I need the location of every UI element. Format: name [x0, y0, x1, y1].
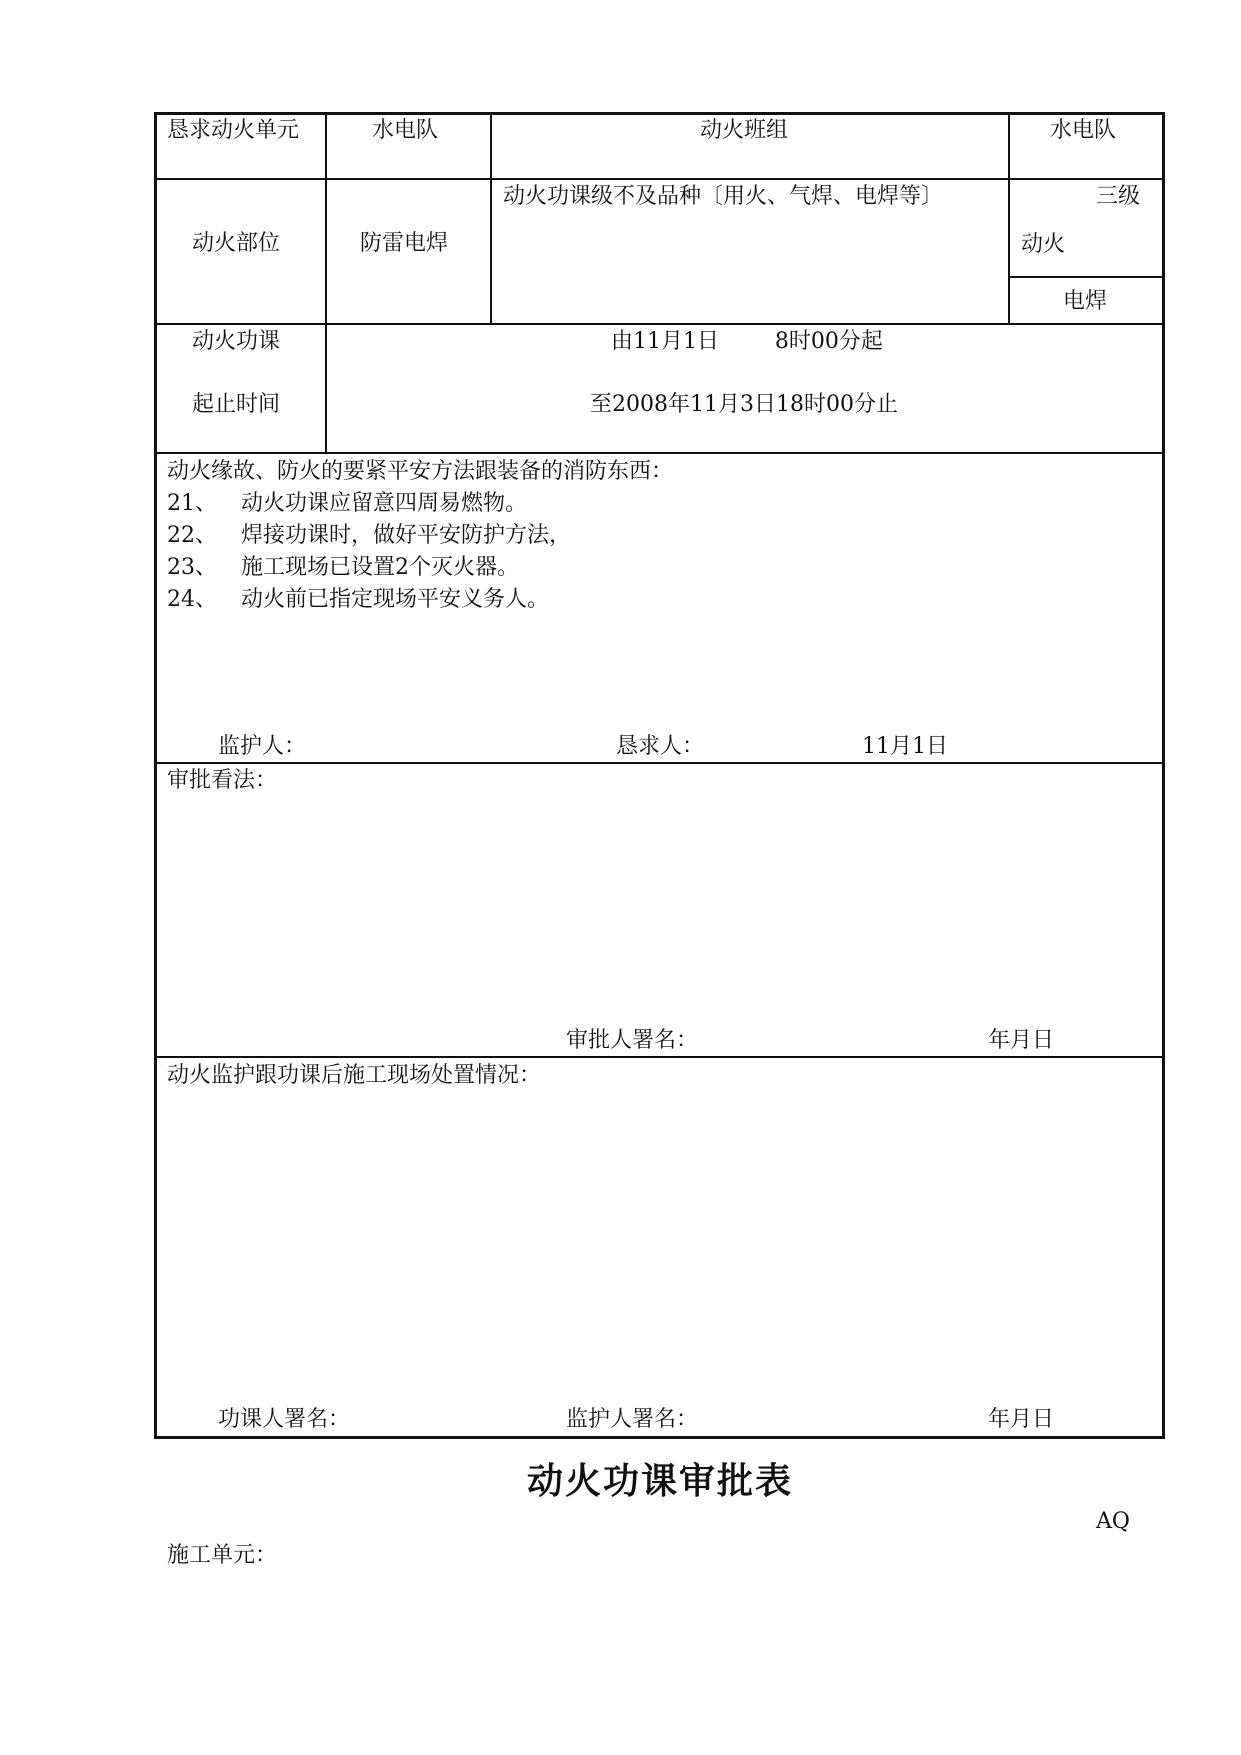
location-value: 防雷电焊 — [360, 231, 449, 256]
column-divider — [325, 112, 327, 453]
guardian-sign-label: 监护人署名： — [566, 1407, 699, 1432]
row-divider — [154, 323, 1164, 325]
team-value: 水电队 — [1050, 118, 1117, 143]
measure-item-number: 21、 — [167, 491, 217, 516]
level-value-line1: 三级 — [1096, 184, 1141, 209]
table-left-border — [154, 112, 157, 1439]
aftercheck-heading: 动火监护跟功课后施工现场处置情况： — [167, 1063, 542, 1088]
column-divider — [490, 112, 492, 324]
applicant-label: 恳求人： — [616, 734, 705, 759]
row-divider — [154, 452, 1164, 454]
document-code: AQ — [1096, 1509, 1130, 1534]
guardian-label: 监护人： — [218, 734, 307, 759]
measure-item-number: 23、 — [167, 555, 217, 580]
table-top-border — [154, 112, 1165, 115]
row-divider — [1009, 276, 1164, 278]
time-label-line1: 动火功课 — [192, 329, 281, 354]
measure-item-text: 焊接功课时，做好平安防护方法， — [241, 523, 572, 548]
measure-item-number: 24、 — [167, 587, 217, 612]
approver-sign-label: 审批人署名： — [566, 1028, 699, 1053]
row-divider — [154, 178, 1164, 180]
document-title: 动火功课审批表 — [526, 1461, 793, 1502]
level-type-label: 动火功课级不及品种〔用火、气焊、电焊等〕 — [503, 184, 944, 209]
measure-item-text: 动火前已指定现场平安义务人。 — [241, 587, 550, 612]
final-date-label: 年月日 — [988, 1407, 1055, 1432]
table-right-border — [1162, 112, 1165, 1439]
applicant-unit-label: 恳求动火单元 — [167, 118, 300, 143]
construction-unit-label: 施工单元： — [167, 1543, 278, 1568]
type-value: 电焊 — [1063, 289, 1108, 314]
reasons-heading: 动火缘故、防火的要紧平安方法跟装备的消防东西： — [167, 459, 674, 484]
row-divider — [154, 1056, 1164, 1058]
table-bottom-border — [154, 1436, 1165, 1439]
time-end: 至2008年11月3日18时00分止 — [590, 392, 898, 417]
measure-item-text: 施工现场已设置2个灭火器。 — [241, 555, 519, 580]
approval-date-label: 年月日 — [988, 1028, 1055, 1053]
worker-sign-label: 功课人署名： — [218, 1407, 351, 1432]
applicant-unit-value: 水电队 — [372, 118, 439, 143]
row-divider — [154, 762, 1164, 764]
time-start: 由11月1日 8时00分起 — [611, 329, 883, 354]
approval-heading: 审批看法： — [167, 768, 278, 793]
measure-item-number: 22、 — [167, 523, 217, 548]
team-label: 动火班组 — [700, 118, 789, 143]
level-value-line2: 动火 — [1021, 232, 1066, 257]
location-label: 动火部位 — [192, 231, 281, 256]
time-label-line2: 起止时间 — [192, 392, 281, 417]
column-divider — [1008, 112, 1010, 324]
measure-item-text: 动火功课应留意四周易燃物。 — [241, 491, 528, 516]
apply-date: 11月1日 — [862, 734, 948, 759]
